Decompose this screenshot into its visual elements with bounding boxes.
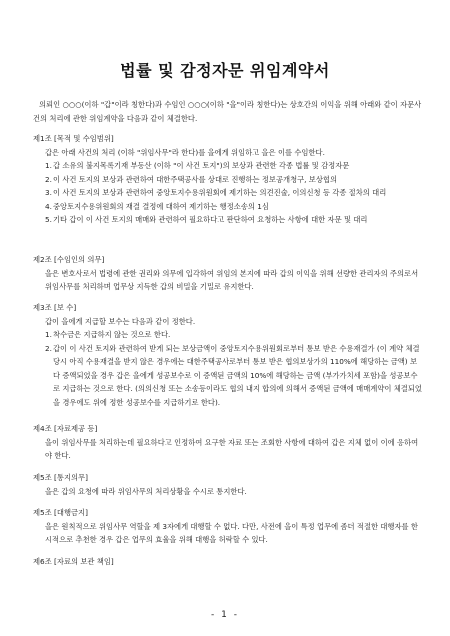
article-heading: 제6조 [자료의 보관 책임] (33, 557, 114, 566)
article-heading: 제5조 [대행금지] (33, 508, 88, 517)
article-body: 을은 변호사로서 법령에 관한 권리와 의무에 입각하여 위임의 본지에 따라 갑의 이익을 위해 선량한 관리자의 주의로서 위임사무를 처리하며 업무상 지득한 갑의 비밀을 기밀로 유지한다. (45, 268, 419, 291)
article-5 (33, 471, 423, 498)
article-heading: 제3조 [보 수] (33, 303, 77, 312)
list-item (45, 200, 423, 214)
item-text: 이 사건 토지의 보상과 관련하여 중앙토지수용위원회에 제기하는 의견진술, 이의신청 등 각종 절차의 대리 (53, 188, 387, 197)
article-body: 갑이 을에게 지급할 보수는 다음과 같이 정한다. (45, 316, 196, 326)
article-body: 을은 원칙적으로 위임사무 역할을 제 3자에게 대행할 수 없다. 다만, 사전에 을이 특정 업무에 좀더 적절한 대행자를 한시적으로 추천한 경우 갑은 업무의 효율을 위해 대행을 허락할 수 있다. (45, 521, 418, 544)
article-heading: 제1조 [목적 및 수임범위] (33, 134, 114, 143)
article-item-list (33, 159, 423, 227)
article-item-list (33, 328, 423, 409)
article-1 (33, 132, 423, 227)
item-number: 4. (45, 201, 52, 211)
article-5b (33, 506, 423, 547)
item-number: 5. (45, 215, 52, 224)
item-number: 1. (45, 161, 52, 170)
page-number: - 1 - (211, 610, 239, 620)
article-2 (33, 253, 423, 294)
intro-paragraph: 의뢰인 ○○○(이하 "갑"이라 칭한다)과 수임인 ○○○(이하 "을"이라 칭한다)는 상호간의 이익을 위해 아래와 같이 자문사건의 처리에 관한 위임계약을 다음과 같이 체결한다. (33, 100, 422, 123)
article-body: 갑은 아래 사건의 처리 (이하 "위임사무"라 한다)를 을에게 위임하고 을은 이를 수임한다. (45, 147, 325, 157)
item-number: 1. (45, 330, 52, 339)
list-item (45, 186, 423, 200)
article-body: 을은 갑의 요청에 따라 위임사무의 처리상황을 수시로 통지한다. (45, 486, 247, 496)
document-title: 법률 및 감정자문 위임계약서 (120, 61, 330, 80)
article-heading: 제2조 [수임인의 의무] (33, 255, 105, 264)
item-number: 2. (45, 174, 52, 184)
article-body: 을이 위임사무를 처리하는데 필요하다고 인정하여 요구한 자료 또는 조회한 사항에 대하여 갑은 지체 없이 이에 응하여야 한다. (45, 437, 419, 460)
item-text: 착수금은 지급하지 않는 것으로 한다. (53, 330, 171, 339)
list-item (45, 328, 423, 342)
item-text: 이 사건 토지의 보상과 관련하여 대한주택공사를 상대로 진행하는 정보공개청구, 보상협의 (53, 174, 337, 184)
article-4 (33, 422, 423, 463)
item-text: 갑 소유의 불지목록기재 부동산 (이하 "이 사건 토지")의 보상과 관련한 각종 법률 및 감정자문 (53, 161, 350, 170)
list-item (45, 173, 423, 187)
item-number: 3. (45, 188, 52, 197)
item-text: 기타 갑이 이 사건 토지의 매매와 관련하여 필요하다고 판단하여 요청하는 사항에 대한 자문 및 대리 (53, 215, 368, 224)
article-heading: 제4조 [자료제공 등] (33, 424, 98, 433)
article-heading: 제5조 [통지의무] (33, 473, 88, 482)
item-text: 갑이 이 사건 토지와 관련하여 받게 되는 보상금액이 중앙토지수용위원회로부터 통보 받은 수용재결가 (이 계약 체결당시 아직 수용재결을 받지 않은 경우에는 대한주택공사로부터 통보 받은 협의보상가의 110%에 해당하는 금액) 보다 증액되었을 경우 갑은 을에게 성공보수로 이 증액된 금액의 10%에 해당하는 금액 (부가가치세 포함)을 성공보수로 지급하는 것으로 한다. (의의신청 또는 소송등이라도 협의 내지 합의에 의해서 증액된 금액에 매매계약이 체결되었을 경우에도 위에 정한 성공보수를 지급하기로 한다). (53, 343, 422, 407)
list-item (45, 159, 423, 173)
item-text: 중앙토지수용위원회의 재결 결정에 대하여 제기하는 행정소송의 1심 (53, 201, 269, 211)
list-item (45, 213, 423, 227)
article-6 (33, 555, 423, 569)
list-item (45, 342, 423, 410)
item-number: 2. (45, 343, 52, 353)
article-3 (33, 301, 423, 409)
